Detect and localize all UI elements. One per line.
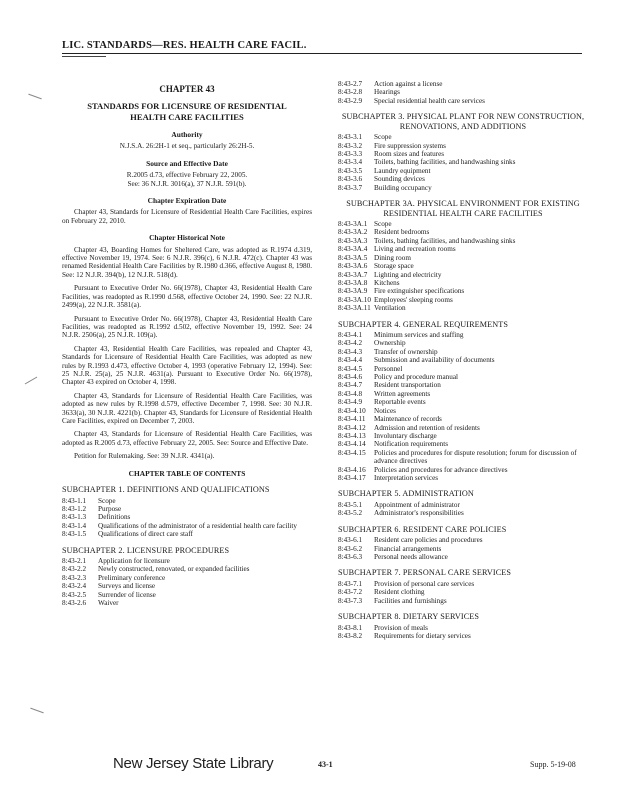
toc-section-title: Resident transportation [374, 381, 441, 390]
toc-entry [338, 331, 588, 339]
toc-section-number: 8:43-2.8 [338, 88, 363, 97]
toc-section-number: 8:43-4.16 [338, 465, 366, 474]
toc-section-number: 8:43-6.2 [338, 544, 363, 553]
toc-entry [338, 356, 588, 364]
toc-section-number: 8:43-3A.3 [338, 236, 368, 245]
toc-section-title: Living and recreation rooms [374, 245, 456, 254]
history-heading: Chapter Historical Note [149, 233, 225, 243]
toc-entry [338, 440, 588, 448]
chapter-title-line1: STANDARDS FOR LICENSURE OF RESIDENTIAL [87, 101, 287, 111]
subchapter-heading: SUBCHAPTER 4. GENERAL REQUIREMENTS [338, 319, 509, 329]
toc-entry [338, 597, 588, 605]
toc-section-title: Kitchens [374, 278, 400, 287]
toc-section-number: 8:43-3.4 [338, 158, 363, 167]
left-column [62, 78, 312, 607]
toc-section-title: Dining room [374, 253, 411, 262]
toc-section-number: 8:43-3.7 [338, 183, 363, 192]
toc-section-number: 8:43-3A.8 [338, 278, 368, 287]
toc-entry [338, 237, 588, 245]
toc-section-number: 8:43-2.6 [62, 599, 87, 608]
toc-section-number: 8:43-4.11 [338, 415, 366, 424]
margin-mark [25, 377, 38, 385]
margin-mark [30, 708, 43, 714]
toc-section-title: Purpose [98, 504, 122, 513]
toc-section-title: Notices [374, 406, 396, 415]
toc-section-title: Appointment of administrator [374, 500, 460, 509]
subchapter-section-list [62, 497, 312, 539]
toc-entry [338, 175, 588, 183]
toc-entry [62, 557, 312, 565]
toc-entry [338, 365, 588, 373]
toc-entry [62, 505, 312, 513]
toc-section-number: 8:43-3A.5 [338, 253, 368, 262]
toc-entry [62, 582, 312, 590]
toc-section-title: Maintenance of records [374, 415, 442, 424]
toc-section-title: Storage space [374, 262, 414, 271]
toc-entry [338, 97, 588, 105]
toc-entry [62, 497, 312, 505]
toc-entry [338, 415, 588, 423]
subchapter-heading: SUBCHAPTER 2. LICENSURE PROCEDURES [62, 545, 230, 555]
toc-entry [338, 271, 588, 279]
toc-section-title: Transfer of ownership [374, 347, 438, 356]
toc-section-number: 8:43-1.5 [62, 530, 87, 539]
toc-entry [338, 466, 588, 474]
toc-section-title: Application for licensure [98, 557, 170, 566]
toc-entry [62, 591, 312, 599]
toc-section-title: Newly constructed, renovated, or expanded facilities [98, 565, 250, 574]
source-line2: See: 36 N.J.R. 3016(a), 37 N.J.R. 591(b). [127, 179, 247, 188]
toc-section-number: 8:43-3A.1 [338, 220, 368, 229]
toc-section-title: Hearings [374, 88, 400, 97]
toc-section-number: 8:43-4.12 [338, 423, 366, 432]
toc-entry [338, 545, 588, 553]
toc-entry [338, 254, 588, 262]
toc-entry [338, 390, 588, 398]
source-line1: R.2005 d.73, effective February 22, 2005. [126, 171, 248, 180]
toc-section-title: Provision of personal care services [374, 579, 475, 588]
toc-entry [338, 142, 588, 150]
toc-section-title: Ventilation [374, 304, 406, 313]
toc-section-number: 8:43-3A.9 [338, 287, 368, 296]
toc-section-number: 8:43-3A.11 [338, 304, 371, 313]
toc-section-title: Action against a license [374, 80, 443, 88]
chapter-number: CHAPTER 43 [159, 84, 215, 94]
toc-section-title: Toilets, bathing facilities, and handwashing sinks [374, 236, 516, 245]
toc-entry [338, 287, 588, 295]
history-paragraph: Pursuant to Executive Order No. 66(1978), Chapter 43, Residential Health Care Facilities, was readopted as R.1990 d.568, effective October 24, 1990. See: 22 N.J.R. 2499(a), 22 N.J.R. 3581(a). [62, 284, 312, 310]
toc-section-number: 8:43-3.6 [338, 175, 363, 184]
toc-section-number: 8:43-4.6 [338, 373, 363, 382]
toc-section-title: Policies and procedures for advance directives [374, 465, 508, 474]
toc-entry [338, 432, 588, 440]
toc-section-number: 8:43-2.1 [62, 557, 87, 566]
margin-mark [28, 94, 41, 100]
toc-section-title: Room sizes and features [374, 150, 445, 159]
toc-section-number: 8:43-3.3 [338, 150, 363, 159]
toc-section-title: Admission and retention of residents [374, 423, 480, 432]
petition-note: Petition for Rulemaking. See: 39 N.J.R. 4341(a). [74, 452, 215, 461]
toc-entry [338, 632, 588, 640]
toc-section-title: Facilities and furnishings [374, 596, 447, 605]
toc-section-title: Fire suppression systems [374, 141, 446, 150]
toc-section-title: Fire extinguisher specifications [374, 287, 465, 296]
toc-section-number: 8:43-7.1 [338, 579, 363, 588]
toc-entry [62, 513, 312, 521]
toc-section-title: Personal needs allowance [374, 552, 448, 561]
supplement-date: Supp. 5-19-08 [530, 760, 576, 769]
toc-entry [338, 624, 588, 632]
toc-entry [62, 599, 312, 607]
authority-text: N.J.S.A. 26:2H-1 et seq., particularly 26:2H-5. [119, 142, 255, 151]
toc-section-title: Scope [374, 133, 392, 142]
toc-entry [338, 348, 588, 356]
toc-section-number: 8:43-5.1 [338, 500, 363, 509]
toc-entry [338, 339, 588, 347]
subchapter-section-list [338, 501, 588, 518]
toc-section-number: 8:43-4.2 [338, 339, 363, 348]
toc-section-number: 8:43-1.1 [62, 496, 87, 505]
running-header: LIC. STANDARDS—RES. HEALTH CARE FACIL. [62, 40, 307, 51]
toc-entry [338, 381, 588, 389]
toc-section-number: 8:43-1.3 [62, 513, 87, 522]
toc-section-number: 8:43-4.8 [338, 389, 363, 398]
header-rule [62, 53, 582, 54]
toc-section-title: Interpretation services [374, 473, 439, 482]
toc-section-title: Toilets, bathing facilities, and handwashing sinks [374, 158, 516, 167]
toc-entry [62, 574, 312, 582]
toc-section-number: 8:43-2.3 [62, 573, 87, 582]
toc-section-number: 8:43-3.2 [338, 141, 363, 150]
toc-section-number: 8:43-1.4 [62, 521, 87, 530]
toc-section-title: Resident clothing [374, 588, 425, 597]
toc-section-title: Policy and procedure manual [374, 373, 459, 382]
subchapter-section-list [62, 557, 312, 607]
toc-section-number: 8:43-3.5 [338, 166, 363, 175]
subchapter-heading: SUBCHAPTER 6. RESIDENT CARE POLICIES [338, 524, 507, 534]
toc-entry [338, 501, 588, 509]
toc-section-number: 8:43-6.1 [338, 536, 363, 545]
subchapter-section-list [338, 624, 588, 641]
toc-section-number: 8:43-3.1 [338, 133, 363, 142]
toc-section-title: Special residential health care services [374, 96, 485, 105]
subchapter-heading: SUBCHAPTER 8. DIETARY SERVICES [338, 612, 480, 622]
toc-section-title: Waiver [98, 599, 119, 608]
subchapter-heading: SUBCHAPTER 3A. PHYSICAL ENVIRONMENT FOR EXISTING RESIDENTIAL HEALTH CARE FACILITIES [346, 199, 580, 218]
toc-entry [62, 522, 312, 530]
toc-entry [62, 530, 312, 538]
toc-entry [338, 88, 588, 96]
toc-entry [338, 509, 588, 517]
toc-entry [338, 553, 588, 561]
expiration-heading: Chapter Expiration Date [147, 196, 227, 206]
toc-section-number: 8:43-5.2 [338, 509, 363, 518]
toc-entry [338, 228, 588, 236]
history-paragraph: Pursuant to Executive Order No. 66(1978), Chapter 43, Residential Health Care Facilities, was readopted as R.1992 d.502, effective November 19, 1992. See: 24 N.J.R. 2506(a), 25 N.J.R. 109(a). [62, 314, 312, 340]
toc-section-number: 8:43-4.3 [338, 347, 363, 356]
toc-entry [338, 536, 588, 544]
toc-continued-list [338, 80, 588, 105]
toc-section-number: 8:43-6.3 [338, 552, 363, 561]
toc-entry [338, 167, 588, 175]
subchapter-heading: SUBCHAPTER 7. PERSONAL CARE SERVICES [338, 568, 512, 578]
toc-section-number: 8:43-4.9 [338, 398, 363, 407]
toc-entry [338, 424, 588, 432]
page-number: 43-1 [318, 760, 333, 769]
toc-section-title: Surveys and license [98, 582, 156, 591]
toc-section-number: 8:43-3A.10 [338, 295, 371, 304]
toc-section-number: 8:43-7.3 [338, 596, 363, 605]
toc-section-title: Personnel [374, 364, 403, 373]
toc-section-title: Qualifications of the administrator of a residential health care facility [98, 521, 297, 530]
toc-section-title: Involuntary discharge [374, 431, 437, 440]
toc-section-title: Resident bedrooms [374, 228, 430, 237]
toc-section-title: Laundry equipment [374, 166, 431, 175]
subchapter-section-list [338, 331, 588, 482]
history-paragraph: Chapter 43, Standards for Licensure of Residential Health Care Facilities, was adopted as new rules by R.1998 d.579, effective December 7, 1998. See: 30 N.J.R. 3633(a), 30 N.J.R. 4221(b). Chapter 43, Standards for Licensure of Residential Health Care Facilities, expired on December 7, 2003. [62, 391, 312, 425]
toc-section-title: Submission and availability of documents [374, 356, 495, 365]
toc-entry [338, 220, 588, 228]
toc-section-title: Reportable events [374, 398, 426, 407]
toc-entry [338, 279, 588, 287]
toc-section-title: Resident care policies and procedures [374, 536, 483, 545]
toc-section-title: Definitions [98, 513, 131, 522]
toc-section-title: Policies and procedures for dispute resolution; forum for discussion of advance directives [374, 448, 577, 466]
toc-entry [338, 80, 588, 88]
authority-heading: Authority [171, 130, 203, 139]
expiration-text: Chapter 43, Standards for Licensure of Residential Health Care Facilities, expires on February 22, 2010. [62, 208, 312, 225]
toc-section-title: Minimum services and staffing [374, 331, 464, 340]
toc-right-list [338, 112, 588, 640]
toc-section-title: Preliminary conference [98, 573, 166, 582]
subchapter-heading: SUBCHAPTER 5. ADMINISTRATION [338, 489, 474, 499]
toc-section-number: 8:43-3A.7 [338, 270, 368, 279]
toc-entry [338, 449, 588, 466]
toc-entry [338, 398, 588, 406]
chapter-title [62, 101, 312, 122]
toc-entry [338, 262, 588, 270]
right-column [338, 78, 588, 640]
toc-section-number: 8:43-1.2 [62, 504, 87, 513]
toc-section-title: Ownership [374, 339, 406, 348]
toc-section-title: Qualifications of direct care staff [98, 530, 193, 539]
toc-entry [338, 588, 588, 596]
toc-entry [338, 407, 588, 415]
toc-heading: CHAPTER TABLE OF CONTENTS [128, 468, 246, 478]
toc-section-number: 8:43-4.13 [338, 431, 366, 440]
subchapter-section-list [338, 580, 588, 605]
toc-section-number: 8:43-2.2 [62, 565, 87, 574]
toc-section-title: Scope [374, 220, 392, 229]
toc-section-number: 8:43-7.2 [338, 588, 363, 597]
toc-section-title: Provision of meals [374, 623, 428, 632]
toc-entry [338, 373, 588, 381]
toc-section-title: Surrender of license [98, 590, 156, 599]
toc-section-number: 8:43-4.1 [338, 331, 363, 340]
toc-entry [62, 565, 312, 573]
toc-section-title: Written agreements [374, 389, 431, 398]
subchapter-heading: SUBCHAPTER 1. DEFINITIONS AND QUALIFICATIONS [62, 485, 270, 494]
history-paragraph: Chapter 43, Boarding Homes for Sheltered Care, was adopted as R.1974 d.319, effective November 19, 1974. See: 6 N.J.R. 396(c), 6 N.J.R. 472(c). Chapter 43 was renamed Residential Health Care Facilities by R.1980 d.366, effective August 8, 1980. See: 12 N.J.R. 394(b), 12 N.J.R. 518(d). [62, 245, 312, 279]
toc-section-number: 8:43-4.17 [338, 473, 366, 482]
toc-section-title: Lighting and electricity [374, 270, 442, 279]
toc-section-number: 8:43-2.5 [62, 590, 87, 599]
toc-section-number: 8:43-8.1 [338, 623, 363, 632]
toc-section-number: 8:43-2.9 [338, 96, 363, 105]
toc-section-number: 8:43-4.7 [338, 381, 363, 390]
toc-entry [338, 158, 588, 166]
toc-section-number: 8:43-4.5 [338, 364, 363, 373]
toc-section-number: 8:43-8.2 [338, 632, 363, 640]
toc-section-title: Notification requirements [374, 440, 449, 449]
toc-entry [338, 184, 588, 192]
toc-section-number: 8:43-2.4 [62, 582, 87, 591]
toc-left-list [62, 485, 312, 607]
toc-section-number: 8:43-2.7 [338, 80, 363, 88]
toc-section-number: 8:43-3A.6 [338, 262, 368, 271]
toc-section-title: Financial arrangements [374, 544, 442, 553]
subchapter-section-list [338, 220, 588, 312]
toc-section-title: Employees' sleeping rooms [374, 295, 453, 304]
toc-section-number: 8:43-3A.2 [338, 228, 368, 237]
toc-entry [338, 133, 588, 141]
toc-entry [338, 474, 588, 482]
subchapter-heading: SUBCHAPTER 3. PHYSICAL PLANT FOR NEW CONSTRUCTION, RENOVATIONS, AND ADDITIONS [341, 112, 585, 131]
header-dash [62, 56, 106, 57]
toc-entry [338, 150, 588, 158]
subchapter-section-list [338, 536, 588, 561]
toc-section-number: 8:43-4.15 [338, 448, 366, 457]
toc-section-number: 8:43-4.14 [338, 440, 366, 449]
toc-section-title: Building occupancy [374, 183, 432, 192]
toc-entry [338, 304, 588, 312]
toc-entry [338, 245, 588, 253]
toc-section-title: Scope [98, 496, 116, 505]
subchapter-section-list [338, 133, 588, 192]
history-paragraph: Chapter 43, Standards for Licensure of Residential Health Care Facilities, was adopted as R.2005 d.73, effective February 22, 2005. See: Source and Effective Date. [62, 430, 312, 447]
toc-section-title: Administrator's responsibilities [374, 509, 464, 518]
library-watermark: New Jersey State Library [113, 755, 274, 772]
toc-section-title: Sounding devices [374, 175, 425, 184]
chapter-title-line2: HEALTH CARE FACILITIES [130, 111, 244, 122]
toc-entry [338, 580, 588, 588]
source-heading: Source and Effective Date [146, 158, 228, 168]
toc-entry [338, 296, 588, 304]
toc-section-number: 8:43-4.10 [338, 406, 366, 415]
toc-section-title: Requirements for dietary services [374, 632, 471, 640]
toc-section-number: 8:43-4.4 [338, 356, 363, 365]
history-paragraph: Chapter 43, Residential Health Care Facilities, was repealed and Chapter 43, Standards for Licensure of Residential Health Care Facilities, was adopted as new rules by R.1993 d.473, effective October 4, 1993 (operative February 12, 1994). See: 25 N.J.R. 25(a), 25 N.J.R. 4631(a). Pursuant to Executive Order No. 66(1978), Chapter 43 expired on October 4, 1998. [62, 344, 312, 387]
toc-section-number: 8:43-3A.4 [338, 245, 368, 254]
